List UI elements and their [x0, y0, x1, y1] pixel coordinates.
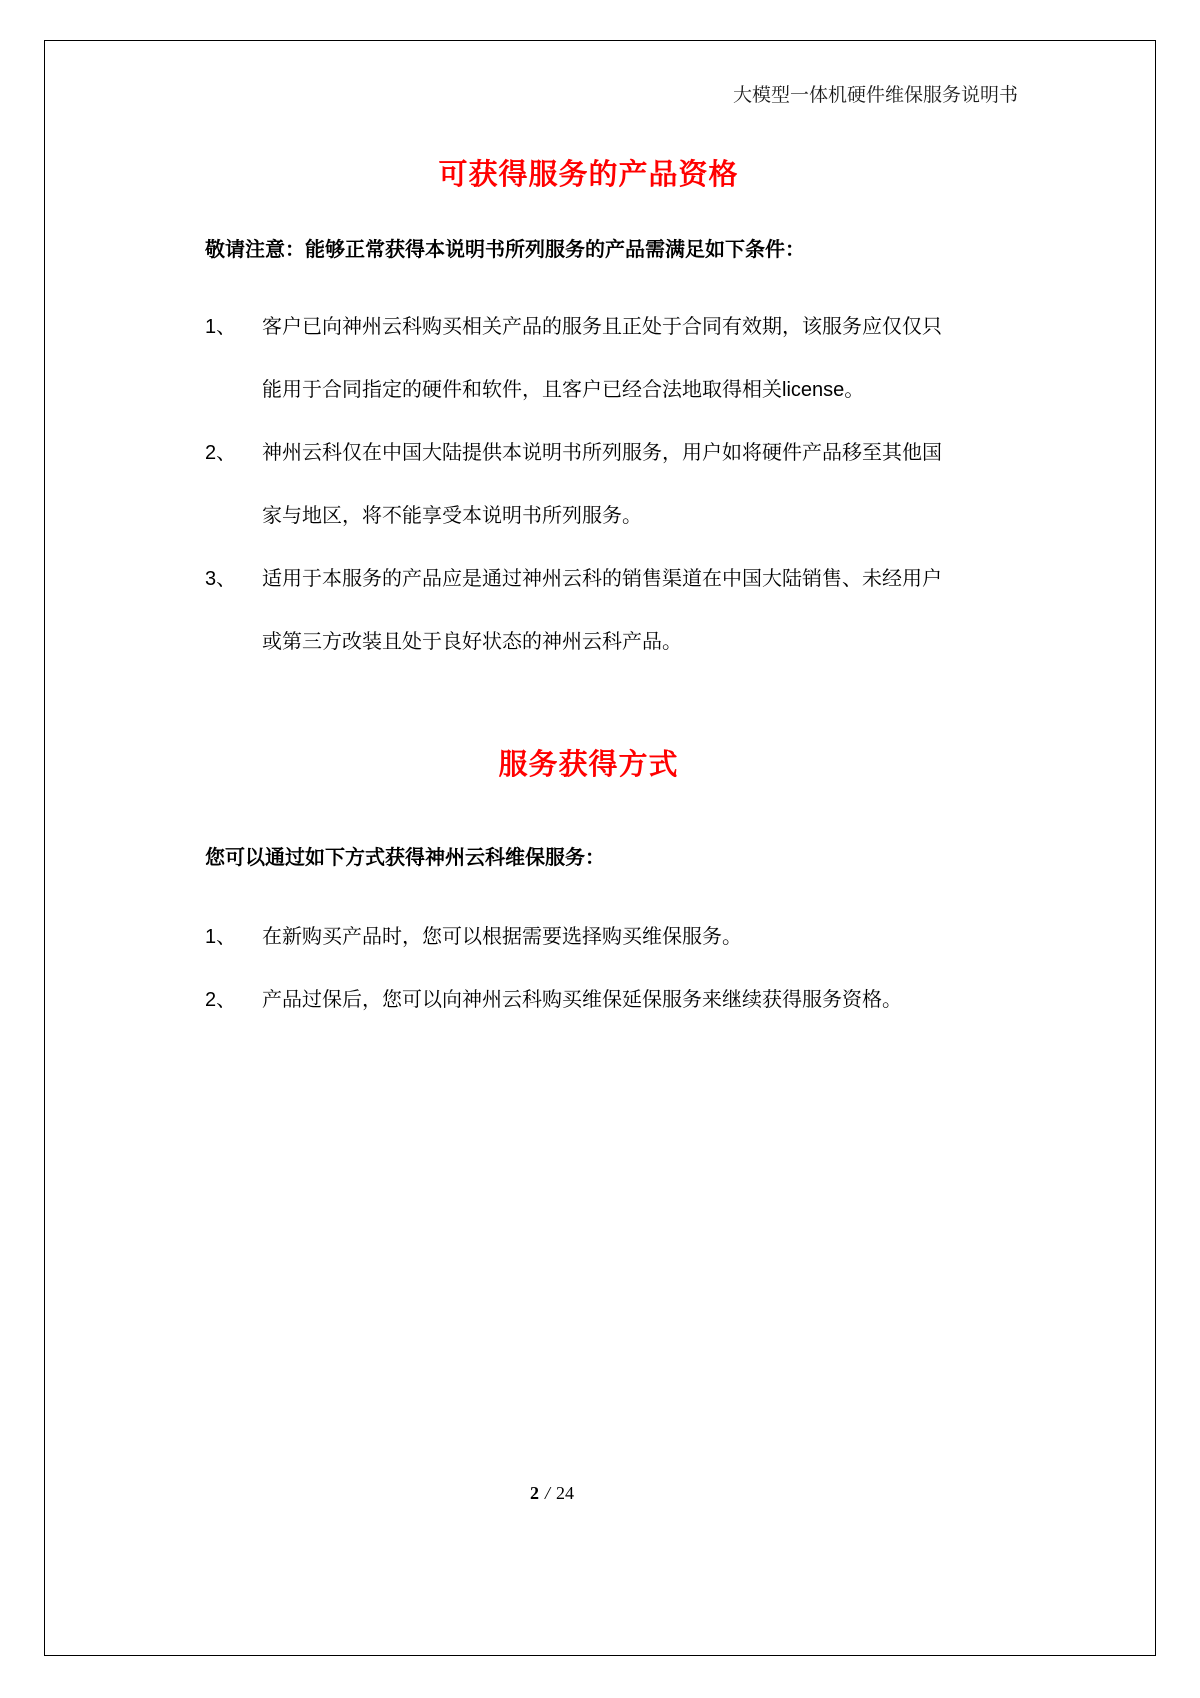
list-item-line: 客户已向神州云科购买相关产品的服务且正处于合同有效期，该服务应仅仅只 [262, 316, 942, 338]
footer-page-number: 2 [529, 1483, 539, 1503]
list-item-line: 或第三方改装且处于良好状态的神州云科产品。 [262, 631, 682, 653]
footer-separator: / [544, 1483, 550, 1503]
section-title-service-acquisition: 服务获得方式 [498, 749, 679, 781]
section-intro-service-acquisition: 您可以通过如下方式获得神州云科维保服务： [205, 847, 605, 869]
list-item-line: 适用于本服务的产品应是通过神州云科的销售渠道在中国大陆销售、未经用户 [262, 568, 942, 590]
list-item-text [262, 422, 972, 548]
section-title-product-eligibility: 可获得服务的产品资格 [438, 159, 739, 191]
list-item-line: 能用于合同指定的硬件和软件，且客户已经合法地取得相关license。 [262, 379, 865, 401]
numbered-list-service-acquisition [205, 906, 972, 1032]
list-item-line: 神州云科仅在中国大陆提供本说明书所列服务，用户如将硬件产品移至其他国 [262, 442, 942, 464]
list-item-text [262, 296, 972, 422]
list-item [205, 906, 972, 969]
list-item-number: 2、 [205, 442, 237, 464]
list-item-line: 在新购买产品时，您可以根据需要选择购买维保服务。 [262, 926, 742, 948]
footer-total-pages: 24 [556, 1483, 574, 1503]
section-intro-product-eligibility: 敬请注意：能够正常获得本说明书所列服务的产品需满足如下条件： [205, 239, 805, 261]
list-item-text [262, 548, 972, 674]
list-item-text [262, 906, 972, 969]
list-item [205, 548, 972, 674]
page-header [0, 84, 1200, 108]
list-item-line: 家与地区，将不能享受本说明书所列服务。 [262, 505, 642, 527]
list-item-number: 1、 [205, 316, 237, 338]
page-footer [44, 1480, 1060, 1506]
list-item [205, 969, 972, 1032]
list-item-line: 产品过保后，您可以向神州云科购买维保延保服务来继续获得服务资格。 [262, 989, 902, 1011]
list-item-number: 2、 [205, 989, 237, 1011]
list-item [205, 296, 972, 422]
numbered-list-product-eligibility [205, 296, 972, 674]
list-item-number: 1、 [205, 926, 237, 948]
document-body [205, 154, 972, 1032]
list-item-number: 3、 [205, 568, 237, 590]
list-item-text [262, 969, 972, 1032]
list-item [205, 422, 972, 548]
header-title: 大模型一体机硬件维保服务说明书 [732, 85, 1018, 106]
